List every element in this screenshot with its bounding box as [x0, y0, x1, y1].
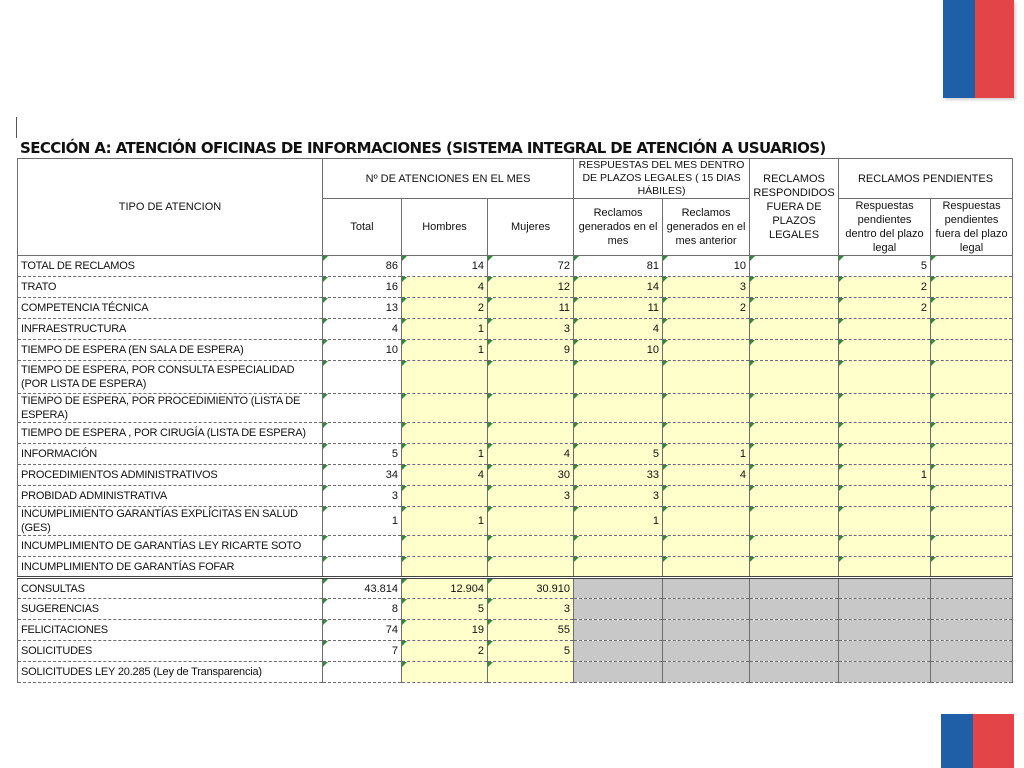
row-label: TIEMPO DE ESPERA , POR CIRUGÍA (LISTA DE ESPERA) [18, 423, 323, 444]
cell-generados-mes-anterior[interactable]: 4 [663, 465, 750, 486]
cell-mujeres[interactable] [488, 536, 574, 557]
table-row [18, 507, 1013, 536]
cell-mujeres[interactable]: 5 [488, 641, 574, 662]
cell-mujeres[interactable] [488, 557, 574, 578]
cell-pendientes-dentro[interactable] [839, 444, 931, 465]
header-generados-mes-anterior: Reclamos generados en el mes anterior [663, 199, 750, 256]
flag-red-stripe [973, 714, 1014, 768]
cell-mujeres[interactable]: 9 [488, 340, 574, 361]
cell-pendientes-fuera[interactable] [931, 298, 1013, 319]
row-label: INCUMPLIMIENTO DE GARANTÍAS LEY RICARTE SOTO [18, 536, 323, 557]
row-label: COMPETENCIA TÉCNICA [18, 298, 323, 319]
blocked-cell [663, 662, 750, 683]
cell-hombres[interactable] [402, 536, 488, 557]
cell-pendientes-dentro[interactable] [839, 361, 931, 394]
row-label: TIEMPO DE ESPERA (EN SALA DE ESPERA) [18, 340, 323, 361]
blocked-cell [574, 599, 663, 620]
cell-generados-mes-anterior[interactable]: 10 [663, 256, 750, 277]
cell-generados-mes-anterior[interactable] [663, 507, 750, 536]
cell-pendientes-dentro[interactable] [839, 394, 931, 423]
cell-generados-mes[interactable]: 3 [574, 486, 663, 507]
cell-mujeres[interactable] [488, 507, 574, 536]
cell-hombres[interactable]: 1 [402, 444, 488, 465]
cell-total[interactable] [323, 662, 402, 683]
cell-hombres[interactable]: 19 [402, 620, 488, 641]
cell-respondidos-fuera[interactable] [750, 319, 839, 340]
cell-generados-mes-anterior[interactable] [663, 394, 750, 423]
table-row [18, 394, 1013, 423]
cell-mujeres[interactable]: 4 [488, 444, 574, 465]
row-label: SOLICITUDES LEY 20.285 (Ley de Transparencia) [18, 662, 323, 683]
cell-hombres[interactable]: 14 [402, 256, 488, 277]
row-label: TIEMPO DE ESPERA, POR PROCEDIMIENTO (LISTA DE ESPERA) [18, 394, 323, 423]
cell-pendientes-fuera[interactable] [931, 536, 1013, 557]
cell-mujeres[interactable] [488, 394, 574, 423]
cell-hombres[interactable] [402, 486, 488, 507]
header-atenciones-mes: Nº DE ATENCIONES EN EL MES [323, 159, 574, 199]
cell-respondidos-fuera[interactable] [750, 340, 839, 361]
cell-total[interactable] [323, 423, 402, 444]
cell-respondidos-fuera[interactable] [750, 361, 839, 394]
cell-mujeres[interactable]: 11 [488, 298, 574, 319]
header-total: Total [323, 199, 402, 256]
cell-pendientes-fuera[interactable] [931, 465, 1013, 486]
cell-pendientes-fuera[interactable] [931, 486, 1013, 507]
table-body [18, 256, 1013, 683]
cell-hombres[interactable] [402, 394, 488, 423]
table-row [18, 444, 1013, 465]
cell-respondidos-fuera[interactable] [750, 507, 839, 536]
cell-mujeres[interactable] [488, 361, 574, 394]
cell-pendientes-dentro[interactable] [839, 340, 931, 361]
header-hombres: Hombres [402, 199, 488, 256]
row-label: PROBIDAD ADMINISTRATIVA [18, 486, 323, 507]
cell-hombres[interactable] [402, 423, 488, 444]
cell-generados-mes[interactable] [574, 536, 663, 557]
cell-mujeres[interactable]: 3 [488, 599, 574, 620]
cell-total[interactable]: 10 [323, 340, 402, 361]
cell-mujeres[interactable]: 3 [488, 486, 574, 507]
cell-total[interactable]: 16 [323, 277, 402, 298]
blocked-cell [663, 620, 750, 641]
table-row [18, 662, 1013, 683]
header-pendientes-dentro: Respuestas pendientes dentro del plazo legal [839, 199, 931, 256]
cell-respondidos-fuera[interactable] [750, 423, 839, 444]
cell-pendientes-fuera[interactable] [931, 394, 1013, 423]
cell-generados-mes[interactable]: 11 [574, 298, 663, 319]
blocked-cell [574, 641, 663, 662]
table-row [18, 599, 1013, 620]
row-label: INCUMPLIMIENTO DE GARANTÍAS FOFAR [18, 557, 323, 578]
blocked-cell [931, 662, 1013, 683]
cell-pendientes-fuera[interactable] [931, 319, 1013, 340]
cell-generados-mes-anterior[interactable] [663, 361, 750, 394]
flag-blue-stripe [943, 0, 975, 98]
cell-generados-mes[interactable]: 10 [574, 340, 663, 361]
blocked-cell [839, 578, 931, 599]
row-label: INFRAESTRUCTURA [18, 319, 323, 340]
cell-total[interactable]: 43.814 [323, 578, 402, 599]
table-row [18, 298, 1013, 319]
cell-hombres[interactable]: 4 [402, 465, 488, 486]
cell-generados-mes[interactable] [574, 557, 663, 578]
table-row [18, 536, 1013, 557]
table-row [18, 340, 1013, 361]
cell-generados-mes-anterior[interactable] [663, 536, 750, 557]
blocked-cell [931, 620, 1013, 641]
cell-generados-mes[interactable]: 4 [574, 319, 663, 340]
cell-hombres[interactable]: 1 [402, 340, 488, 361]
cell-total[interactable] [323, 394, 402, 423]
header-tipo-atencion: TIPO DE ATENCION [18, 159, 323, 256]
cell-generados-mes[interactable] [574, 394, 663, 423]
row-label: SUGERENCIAS [18, 599, 323, 620]
blocked-cell [750, 620, 839, 641]
cell-pendientes-fuera[interactable] [931, 340, 1013, 361]
cell-generados-mes-anterior[interactable]: 2 [663, 298, 750, 319]
flag-red-stripe [975, 0, 1014, 98]
cell-hombres[interactable]: 4 [402, 277, 488, 298]
cell-total[interactable]: 74 [323, 620, 402, 641]
header-generados-mes: Reclamos generados en el mes [574, 199, 663, 256]
header-mujeres: Mujeres [488, 199, 574, 256]
row-label: FELICITACIONES [18, 620, 323, 641]
cell-generados-mes-anterior[interactable] [663, 423, 750, 444]
cell-pendientes-dentro[interactable]: 2 [839, 277, 931, 298]
cell-total[interactable]: 13 [323, 298, 402, 319]
row-label: SOLICITUDES [18, 641, 323, 662]
table-row [18, 423, 1013, 444]
flag-blue-stripe [941, 714, 973, 768]
cell-respondidos-fuera[interactable] [750, 394, 839, 423]
cell-generados-mes[interactable]: 14 [574, 277, 663, 298]
cell-generados-mes-anterior[interactable]: 3 [663, 277, 750, 298]
cell-pendientes-fuera[interactable] [931, 423, 1013, 444]
cell-mujeres[interactable]: 3 [488, 319, 574, 340]
cell-generados-mes-anterior[interactable]: 1 [663, 444, 750, 465]
section-title: SECCIÓN A: ATENCIÓN OFICINAS DE INFORMACIONES (SISTEMA INTEGRAL DE ATENCIÓN A USUARIOS) [20, 139, 826, 157]
cell-pendientes-dentro[interactable] [839, 486, 931, 507]
table-row [18, 578, 1013, 599]
blocked-cell [750, 662, 839, 683]
row-label: CONSULTAS [18, 578, 323, 599]
cell-pendientes-dentro[interactable]: 5 [839, 256, 931, 277]
cell-generados-mes[interactable]: 5 [574, 444, 663, 465]
cell-total[interactable]: 5 [323, 444, 402, 465]
cell-pendientes-fuera[interactable] [931, 444, 1013, 465]
sheet-left-border [16, 117, 17, 138]
cell-pendientes-dentro[interactable] [839, 507, 931, 536]
blocked-cell [663, 599, 750, 620]
report-table [17, 158, 1013, 683]
table-row [18, 557, 1013, 578]
header-respuestas-plazo: RESPUESTAS DEL MES DENTRO DE PLAZOS LEGALES ( 15 DIAS HÁBILES) [574, 159, 750, 199]
cell-mujeres[interactable]: 72 [488, 256, 574, 277]
table-row [18, 319, 1013, 340]
blocked-cell [750, 578, 839, 599]
cell-mujeres[interactable] [488, 662, 574, 683]
cell-pendientes-dentro[interactable]: 2 [839, 298, 931, 319]
flag-logo-bottom [941, 714, 1014, 768]
cell-hombres[interactable] [402, 361, 488, 394]
blocked-cell [750, 641, 839, 662]
cell-hombres[interactable]: 12.904 [402, 578, 488, 599]
blocked-cell [931, 578, 1013, 599]
cell-generados-mes[interactable] [574, 361, 663, 394]
header-reclamos-respondidos: RECLAMOS RESPONDIDOS FUERA DE PLAZOS LEGALES [750, 159, 839, 256]
row-label: INCUMPLIMIENTO GARANTÍAS EXPLÍCITAS EN SALUD (GES) [18, 507, 323, 536]
cell-total[interactable] [323, 557, 402, 578]
cell-respondidos-fuera[interactable] [750, 298, 839, 319]
cell-total[interactable]: 3 [323, 486, 402, 507]
flag-logo-top [943, 0, 1014, 98]
cell-respondidos-fuera[interactable] [750, 277, 839, 298]
cell-pendientes-fuera[interactable] [931, 361, 1013, 394]
cell-hombres[interactable] [402, 557, 488, 578]
cell-total[interactable]: 86 [323, 256, 402, 277]
blocked-cell [750, 599, 839, 620]
blocked-cell [839, 620, 931, 641]
cell-total[interactable]: 8 [323, 599, 402, 620]
table-row [18, 361, 1013, 394]
header-reclamos-pendientes: RECLAMOS PENDIENTES [839, 159, 1013, 199]
cell-generados-mes-anterior[interactable] [663, 486, 750, 507]
cell-generados-mes-anterior[interactable] [663, 319, 750, 340]
cell-generados-mes[interactable]: 1 [574, 507, 663, 536]
cell-generados-mes[interactable] [574, 423, 663, 444]
cell-respondidos-fuera[interactable] [750, 536, 839, 557]
table-row [18, 277, 1013, 298]
cell-hombres[interactable]: 5 [402, 599, 488, 620]
cell-pendientes-dentro[interactable]: 1 [839, 465, 931, 486]
cell-pendientes-fuera[interactable] [931, 256, 1013, 277]
cell-pendientes-dentro[interactable] [839, 319, 931, 340]
cell-pendientes-dentro[interactable] [839, 536, 931, 557]
blocked-cell [839, 641, 931, 662]
blocked-cell [574, 620, 663, 641]
cell-hombres[interactable]: 2 [402, 298, 488, 319]
cell-hombres[interactable]: 2 [402, 641, 488, 662]
cell-total[interactable]: 7 [323, 641, 402, 662]
cell-pendientes-dentro[interactable] [839, 423, 931, 444]
cell-hombres[interactable] [402, 662, 488, 683]
cell-total[interactable]: 34 [323, 465, 402, 486]
table-row [18, 465, 1013, 486]
cell-respondidos-fuera[interactable] [750, 465, 839, 486]
cell-pendientes-fuera[interactable] [931, 507, 1013, 536]
cell-hombres[interactable]: 1 [402, 507, 488, 536]
cell-respondidos-fuera[interactable] [750, 557, 839, 578]
cell-total[interactable] [323, 536, 402, 557]
row-label: TIEMPO DE ESPERA, POR CONSULTA ESPECIALIDAD (POR LISTA DE ESPERA) [18, 361, 323, 394]
cell-mujeres[interactable]: 55 [488, 620, 574, 641]
cell-mujeres[interactable]: 12 [488, 277, 574, 298]
row-label: TRATO [18, 277, 323, 298]
blocked-cell [931, 599, 1013, 620]
header-pendientes-fuera: Respuestas pendientes fuera del plazo legal [931, 199, 1013, 256]
cell-total[interactable]: 1 [323, 507, 402, 536]
table-row [18, 256, 1013, 277]
blocked-cell [663, 578, 750, 599]
cell-mujeres[interactable]: 30 [488, 465, 574, 486]
cell-hombres[interactable]: 1 [402, 319, 488, 340]
cell-mujeres[interactable] [488, 423, 574, 444]
cell-mujeres[interactable]: 30.910 [488, 578, 574, 599]
row-label: INFORMACIÓN [18, 444, 323, 465]
blocked-cell [839, 599, 931, 620]
cell-pendientes-fuera[interactable] [931, 557, 1013, 578]
table-row [18, 620, 1013, 641]
cell-pendientes-fuera[interactable] [931, 277, 1013, 298]
cell-total[interactable]: 4 [323, 319, 402, 340]
cell-respondidos-fuera[interactable] [750, 486, 839, 507]
table-row [18, 486, 1013, 507]
table-row [18, 641, 1013, 662]
row-label: PROCEDIMIENTOS ADMINISTRATIVOS [18, 465, 323, 486]
cell-generados-mes[interactable]: 33 [574, 465, 663, 486]
cell-pendientes-dentro[interactable] [839, 557, 931, 578]
cell-generados-mes-anterior[interactable] [663, 557, 750, 578]
cell-generados-mes[interactable]: 81 [574, 256, 663, 277]
blocked-cell [931, 641, 1013, 662]
cell-total[interactable] [323, 361, 402, 394]
cell-respondidos-fuera[interactable] [750, 256, 839, 277]
row-label: TOTAL DE RECLAMOS [18, 256, 323, 277]
blocked-cell [574, 578, 663, 599]
blocked-cell [839, 662, 931, 683]
blocked-cell [663, 641, 750, 662]
cell-generados-mes-anterior[interactable] [663, 340, 750, 361]
blocked-cell [574, 662, 663, 683]
cell-respondidos-fuera[interactable] [750, 444, 839, 465]
